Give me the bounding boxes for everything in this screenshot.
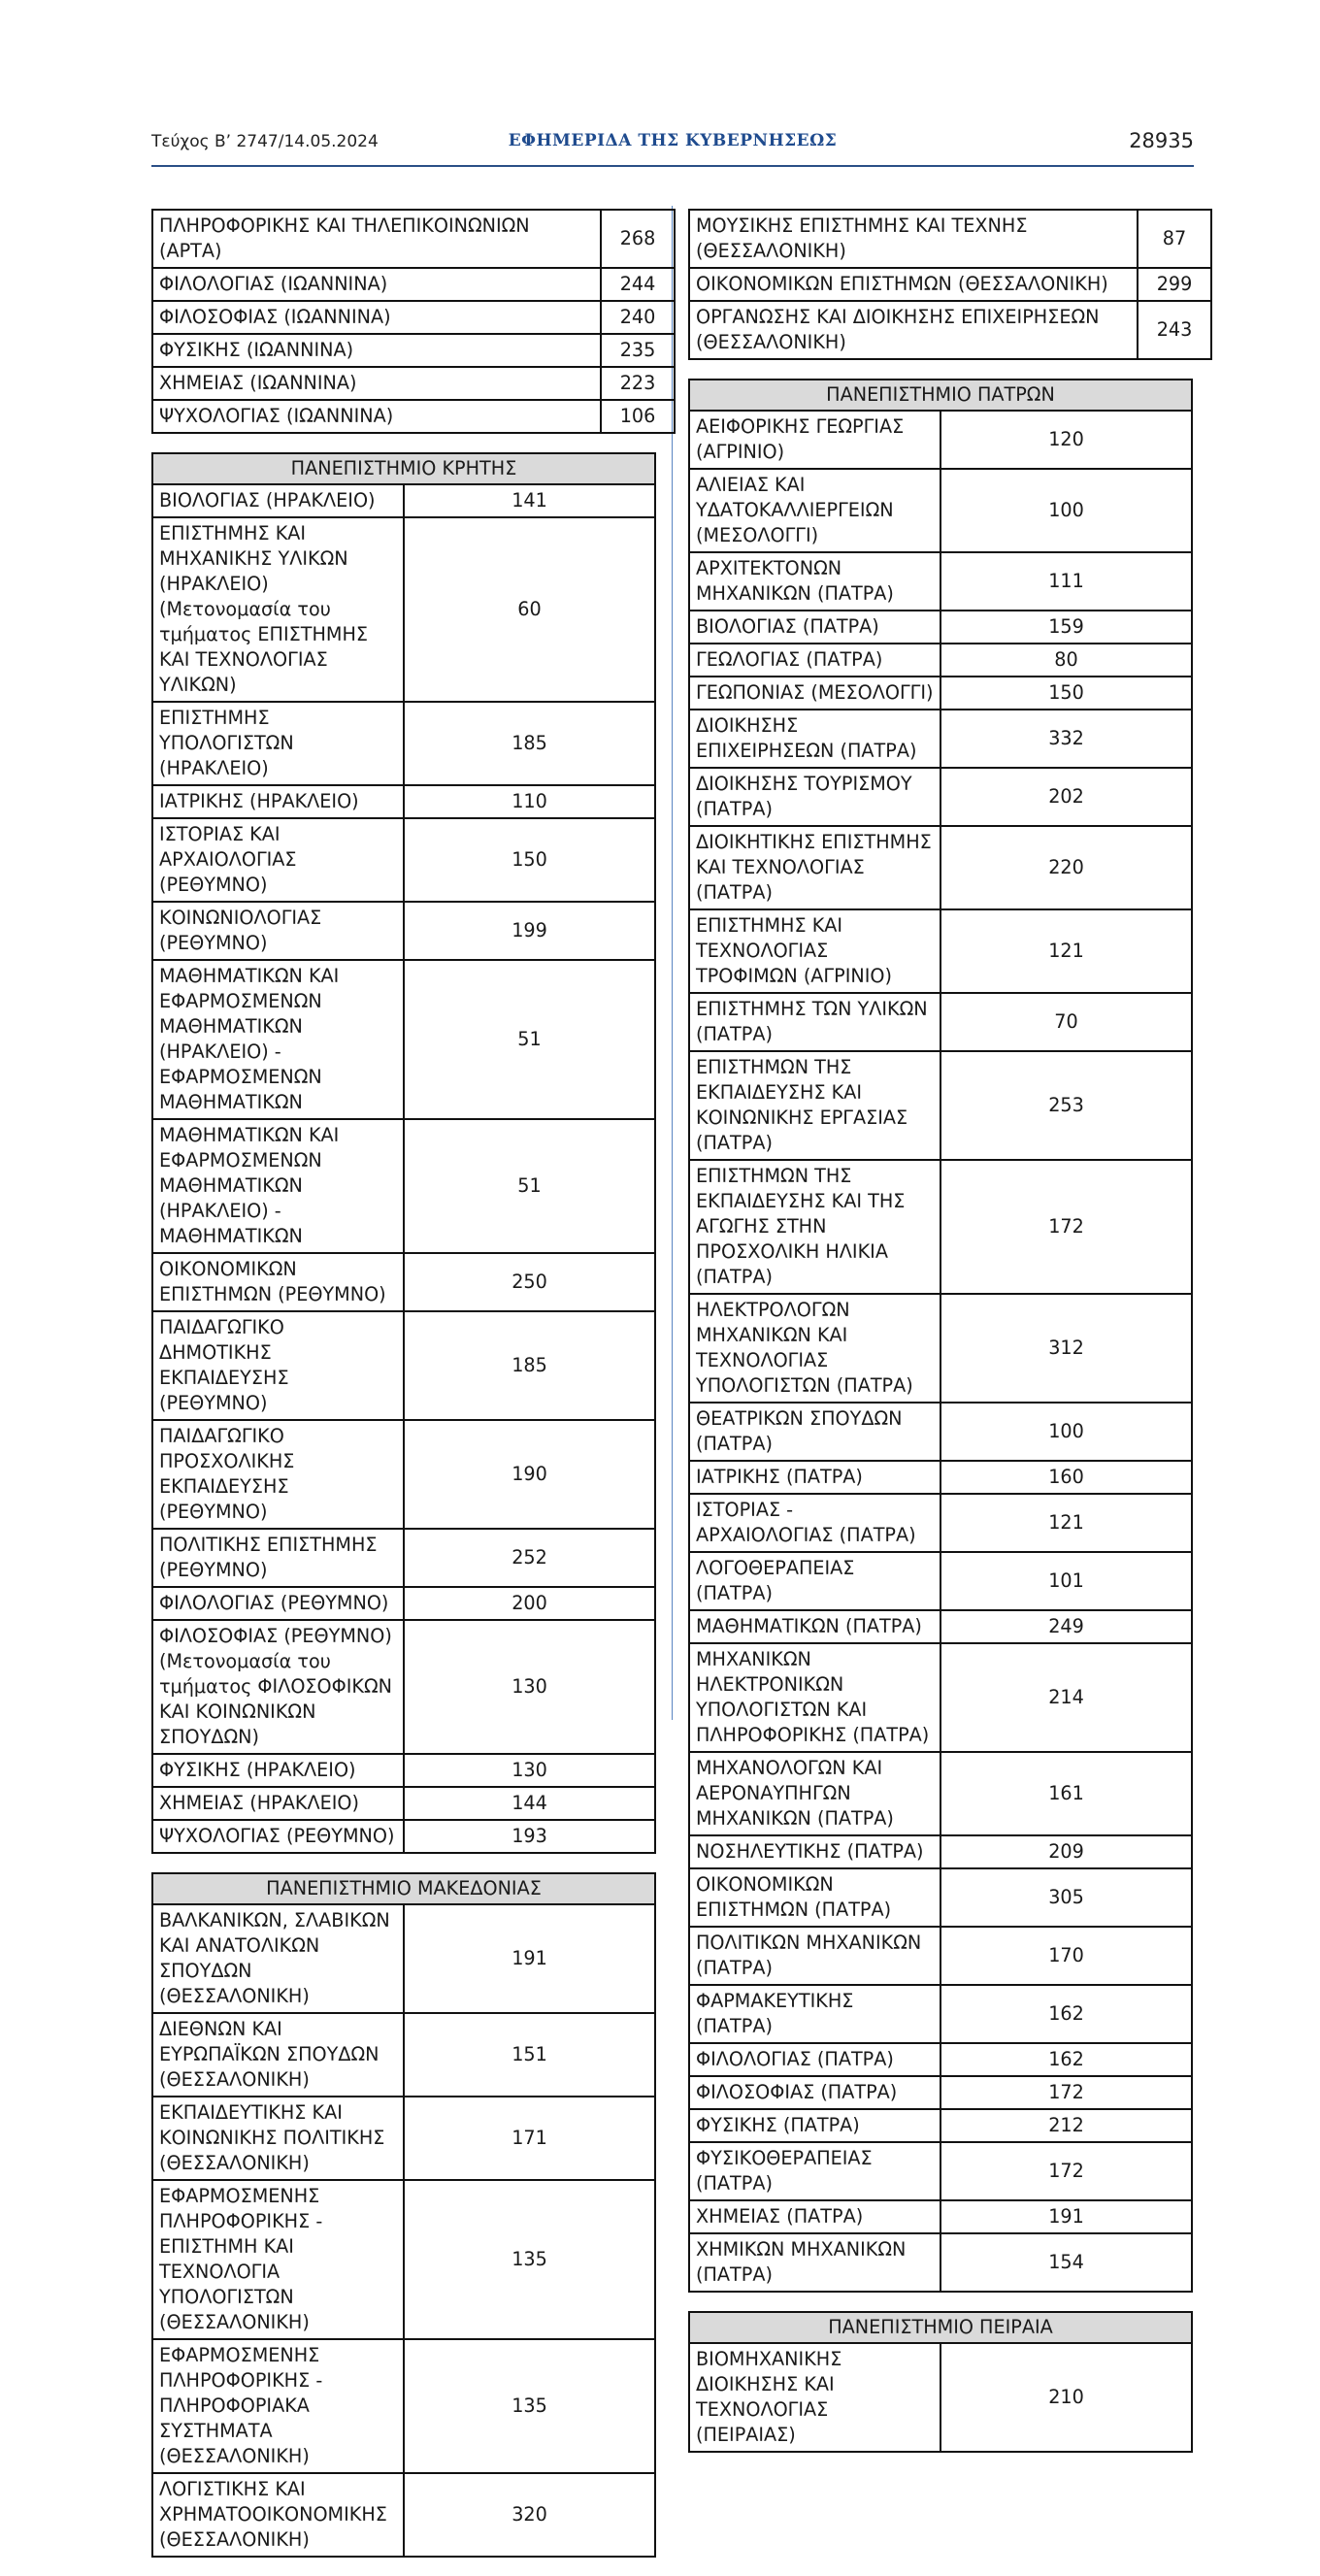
department-table — [151, 1872, 656, 2558]
department-value: 171 — [404, 2097, 655, 2180]
department-name: ΛΟΓΟΘΕΡΑΠΕΙΑΣ (ΠΑΤΡΑ) — [689, 1552, 940, 1610]
department-value: 250 — [404, 1253, 655, 1311]
left-column — [151, 209, 656, 2576]
table-row — [152, 2339, 655, 2473]
department-value: 244 — [601, 268, 675, 301]
table-row — [152, 1529, 655, 1587]
department-name: ΦΙΛΟΣΟΦΙΑΣ (ΙΩΑΝΝΙΝΑ) — [152, 301, 601, 334]
table-row — [689, 768, 1192, 826]
gazette-title: ΕΦΗΜΕΡΙΔΑ ΤΗΣ ΚΥΒΕΡΝΗΣΕΩΣ — [508, 131, 838, 150]
table-row — [689, 1835, 1192, 1868]
issue-label: Τεύχος Β’ 2747/14.05.2024 — [151, 132, 379, 151]
department-name: ΟΙΚΟΝΟΜΙΚΩΝ ΕΠΙΣΤΗΜΩΝ (ΡΕΘΥΜΝΟ) — [152, 1253, 404, 1311]
department-value: 101 — [940, 1552, 1192, 1610]
department-value: 60 — [404, 517, 655, 702]
table-row — [152, 1820, 655, 1853]
department-value: 100 — [940, 469, 1192, 552]
department-value: 185 — [404, 1311, 655, 1420]
department-value: 160 — [940, 1461, 1192, 1494]
department-name: ΕΠΙΣΤΗΜΗΣ ΚΑΙ ΤΕΧΝΟΛΟΓΙΑΣ ΤΡΟΦΙΜΩΝ (ΑΓΡΙΝΙΟ) — [689, 909, 940, 993]
department-value: 240 — [601, 301, 675, 334]
department-name: ΦΑΡΜΑΚΕΥΤΙΚΗΣ (ΠΑΤΡΑ) — [689, 1985, 940, 2043]
department-value: 111 — [940, 552, 1192, 611]
table-row — [152, 818, 655, 902]
department-name: ΒΙΟΛΟΓΙΑΣ (ΠΑΤΡΑ) — [689, 611, 940, 644]
table-row — [689, 268, 1211, 301]
department-name: ΔΙΟΙΚΗΤΙΚΗΣ ΕΠΙΣΤΗΜΗΣ ΚΑΙ ΤΕΧΝΟΛΟΓΙΑΣ (ΠΑΤΡΑ) — [689, 826, 940, 909]
department-name: ΠΟΛΙΤΙΚΩΝ ΜΗΧΑΝΙΚΩΝ (ΠΑΤΡΑ) — [689, 1927, 940, 1985]
department-name: ΦΥΣΙΚΗΣ (ΠΑΤΡΑ) — [689, 2109, 940, 2142]
department-value: 154 — [940, 2233, 1192, 2292]
table-row — [689, 1552, 1192, 1610]
department-value: 162 — [940, 1985, 1192, 2043]
department-value: 110 — [404, 785, 655, 818]
table-row — [152, 1754, 655, 1787]
department-name: ΑΕΙΦΟΡΙΚΗΣ ΓΕΩΡΓΙΑΣ (ΑΓΡΙΝΙΟ) — [689, 411, 940, 469]
department-name: ΜΟΥΣΙΚΗΣ ΕΠΙΣΤΗΜΗΣ ΚΑΙ ΤΕΧΝΗΣ (ΘΕΣΣΑΛΟΝΙΚΗ) — [689, 210, 1138, 268]
department-name: ΜΗΧΑΝΙΚΩΝ ΗΛΕΚΤΡΟΝΙΚΩΝ ΥΠΟΛΟΓΙΣΤΩΝ ΚΑΙ ΠΛΗΡΟΦΟΡΙΚΗΣ (ΠΑΤΡΑ) — [689, 1643, 940, 1752]
table-row — [152, 1587, 655, 1620]
department-value: 80 — [940, 644, 1192, 677]
department-name: ΠΟΛΙΤΙΚΗΣ ΕΠΙΣΤΗΜΗΣ (ΡΕΘΥΜΝΟ) — [152, 1529, 404, 1587]
department-value: 135 — [404, 2180, 655, 2339]
department-name: ΓΕΩΛΟΓΙΑΣ (ΠΑΤΡΑ) — [689, 644, 940, 677]
department-value: 305 — [940, 1868, 1192, 1927]
department-value: 268 — [601, 210, 675, 268]
department-value: 212 — [940, 2109, 1192, 2142]
table-row — [152, 400, 675, 433]
department-name: ΑΡΧΙΤΕΚΤΟΝΩΝ ΜΗΧΑΝΙΚΩΝ (ΠΑΤΡΑ) — [689, 552, 940, 611]
department-value: 235 — [601, 334, 675, 367]
department-value: 172 — [940, 2076, 1192, 2109]
department-name: ΕΠΙΣΤΗΜΗΣ ΥΠΟΛΟΓΙΣΤΩΝ (ΗΡΑΚΛΕΙΟ) — [152, 702, 404, 785]
department-value: 209 — [940, 1835, 1192, 1868]
department-value: 253 — [940, 1051, 1192, 1160]
page-number: 28935 — [1129, 129, 1194, 152]
department-table — [688, 2311, 1193, 2453]
department-value: 51 — [404, 960, 655, 1119]
table-row — [689, 210, 1211, 268]
university-header-row — [689, 380, 1192, 411]
department-name: ΗΛΕΚΤΡΟΛΟΓΩΝ ΜΗΧΑΝΙΚΩΝ ΚΑΙ ΤΕΧΝΟΛΟΓΙΑΣ ΥΠΟΛΟΓΙΣΤΩΝ (ΠΑΤΡΑ) — [689, 1294, 940, 1403]
department-name: ΒΑΛΚΑΝΙΚΩΝ, ΣΛΑΒΙΚΩΝ ΚΑΙ ΑΝΑΤΟΛΙΚΩΝ ΣΠΟΥΔΩΝ (ΘΕΣΣΑΛΟΝΙΚΗ) — [152, 1904, 404, 2013]
table-row — [152, 484, 655, 517]
department-value: 120 — [940, 411, 1192, 469]
department-value: 185 — [404, 702, 655, 785]
department-value: 172 — [940, 1160, 1192, 1294]
department-value: 150 — [940, 677, 1192, 710]
table-row — [689, 710, 1192, 768]
table-row — [152, 268, 675, 301]
department-value: 320 — [404, 2473, 655, 2557]
department-value: 190 — [404, 1420, 655, 1529]
table-row — [689, 552, 1192, 611]
department-value: 121 — [940, 1494, 1192, 1552]
table-row — [152, 2180, 655, 2339]
department-name: ΜΑΘΗΜΑΤΙΚΩΝ ΚΑΙ ΕΦΑΡΜΟΣΜΕΝΩΝ ΜΑΘΗΜΑΤΙΚΩΝ (ΗΡΑΚΛΕΙΟ) - ΕΦΑΡΜΟΣΜΕΝΩΝ ΜΑΘΗΜΑΤΙΚΩΝ — [152, 960, 404, 1119]
table-row — [689, 677, 1192, 710]
department-name: ΚΟΙΝΩΝΙΟΛΟΓΙΑΣ (ΡΕΘΥΜΝΟ) — [152, 902, 404, 960]
department-table — [688, 209, 1212, 360]
table-row — [152, 902, 655, 960]
department-name: ΔΙΟΙΚΗΣΗΣ ΤΟΥΡΙΣΜΟΥ (ΠΑΤΡΑ) — [689, 768, 940, 826]
department-name: ΓΕΩΠΟΝΙΑΣ (ΜΕΣΟΛΟΓΓΙ) — [689, 677, 940, 710]
university-header-row — [152, 1873, 655, 1904]
department-name: ΝΟΣΗΛΕΥΤΙΚΗΣ (ΠΑΤΡΑ) — [689, 1835, 940, 1868]
department-name: ΒΙΟΛΟΓΙΑΣ (ΗΡΑΚΛΕΙΟ) — [152, 484, 404, 517]
department-value: 200 — [404, 1587, 655, 1620]
table-row — [152, 334, 675, 367]
department-name: ΔΙΟΙΚΗΣΗΣ ΕΠΙΧΕΙΡΗΣΕΩΝ (ΠΑΤΡΑ) — [689, 710, 940, 768]
table-row — [689, 1985, 1192, 2043]
table-row — [152, 301, 675, 334]
department-value: 144 — [404, 1787, 655, 1820]
department-value: 106 — [601, 400, 675, 433]
department-name: ΜΑΘΗΜΑΤΙΚΩΝ (ΠΑΤΡΑ) — [689, 1610, 940, 1643]
department-name: ΘΕΑΤΡΙΚΩΝ ΣΠΟΥΔΩΝ (ΠΑΤΡΑ) — [689, 1403, 940, 1461]
table-row — [152, 1620, 655, 1754]
department-value: 332 — [940, 710, 1192, 768]
department-name: ΟΙΚΟΝΟΜΙΚΩΝ ΕΠΙΣΤΗΜΩΝ (ΘΕΣΣΑΛΟΝΙΚΗ) — [689, 268, 1138, 301]
department-name: ΜΗΧΑΝΟΛΟΓΩΝ ΚΑΙ ΑΕΡΟΝΑΥΠΗΓΩΝ ΜΗΧΑΝΙΚΩΝ (ΠΑΤΡΑ) — [689, 1752, 940, 1835]
university-header-row — [689, 2312, 1192, 2343]
table-row — [689, 2076, 1192, 2109]
department-value: 191 — [940, 2200, 1192, 2233]
table-row — [689, 993, 1192, 1051]
table-row — [152, 2013, 655, 2097]
table-row — [689, 826, 1192, 909]
table-row — [152, 367, 675, 400]
university-title: ΠΑΝΕΠΙΣΤΗΜΙΟ ΚΡΗΤΗΣ — [152, 453, 655, 484]
table-row — [689, 1051, 1192, 1160]
department-name: ΦΥΣΙΚΗΣ (ΗΡΑΚΛΕΙΟ) — [152, 1754, 404, 1787]
department-value: 214 — [940, 1643, 1192, 1752]
department-value: 202 — [940, 768, 1192, 826]
department-name: ΑΛΙΕΙΑΣ ΚΑΙ ΥΔΑΤΟΚΑΛΛΙΕΡΓΕΙΩΝ (ΜΕΣΟΛΟΓΓΙ) — [689, 469, 940, 552]
table-row — [689, 1461, 1192, 1494]
department-name: ΕΦΑΡΜΟΣΜΕΝΗΣ ΠΛΗΡΟΦΟΡΙΚΗΣ - ΠΛΗΡΟΦΟΡΙΑΚΑ ΣΥΣΤΗΜΑΤΑ (ΘΕΣΣΑΛΟΝΙΚΗ) — [152, 2339, 404, 2473]
table-row — [689, 2043, 1192, 2076]
table-row — [152, 210, 675, 268]
department-name: ΦΙΛΟΣΟΦΙΑΣ (ΡΕΘΥΜΝΟ) (Μετονομασία του τμήματος ΦΙΛΟΣΟΦΙΚΩΝ ΚΑΙ ΚΟΙΝΩΝΙΚΩΝ ΣΠΟΥΔΩΝ) — [152, 1620, 404, 1754]
department-value: 161 — [940, 1752, 1192, 1835]
department-value: 249 — [940, 1610, 1192, 1643]
table-row — [689, 1494, 1192, 1552]
department-name: ΟΡΓΑΝΩΣΗΣ ΚΑΙ ΔΙΟΙΚΗΣΗΣ ΕΠΙΧΕΙΡΗΣΕΩΝ (ΘΕΣΣΑΛΟΝΙΚΗ) — [689, 301, 1138, 359]
department-value: 220 — [940, 826, 1192, 909]
table-row — [152, 1420, 655, 1529]
table-row — [689, 1752, 1192, 1835]
department-value: 130 — [404, 1620, 655, 1754]
table-row — [152, 517, 655, 702]
department-name: ΛΟΓΙΣΤΙΚΗΣ ΚΑΙ ΧΡΗΜΑΤΟΟΙΚΟΝΟΜΙΚΗΣ (ΘΕΣΣΑΛΟΝΙΚΗ) — [152, 2473, 404, 2557]
table-row — [689, 2233, 1192, 2292]
department-name: ΦΙΛΟΛΟΓΙΑΣ (ΙΩΑΝΝΙΝΑ) — [152, 268, 601, 301]
table-row — [689, 1868, 1192, 1927]
table-row — [689, 1927, 1192, 1985]
department-table — [151, 452, 656, 1854]
table-row — [689, 469, 1192, 552]
department-name: ΙΣΤΟΡΙΑΣ - ΑΡΧΑΙΟΛΟΓΙΑΣ (ΠΑΤΡΑ) — [689, 1494, 940, 1552]
department-name: ΧΗΜΕΙΑΣ (ΗΡΑΚΛΕΙΟ) — [152, 1787, 404, 1820]
department-name: ΦΙΛΟΛΟΓΙΑΣ (ΠΑΤΡΑ) — [689, 2043, 940, 2076]
table-row — [689, 2142, 1192, 2200]
department-value: 121 — [940, 909, 1192, 993]
department-value: 87 — [1138, 210, 1211, 268]
table-row — [689, 301, 1211, 359]
page-header — [151, 126, 1194, 167]
department-value: 299 — [1138, 268, 1211, 301]
table-row — [689, 611, 1192, 644]
table-row — [689, 909, 1192, 993]
university-title: ΠΑΝΕΠΙΣΤΗΜΙΟ ΠΕΙΡΑΙΑ — [689, 2312, 1192, 2343]
department-table — [151, 209, 676, 434]
department-name: ΙΑΤΡΙΚΗΣ (ΠΑΤΡΑ) — [689, 1461, 940, 1494]
department-table — [688, 379, 1193, 2293]
department-name: ΕΚΠΑΙΔΕΥΤΙΚΗΣ ΚΑΙ ΚΟΙΝΩΝΙΚΗΣ ΠΟΛΙΤΙΚΗΣ (ΘΕΣΣΑΛΟΝΙΚΗ) — [152, 2097, 404, 2180]
department-name: ΠΑΙΔΑΓΩΓΙΚΟ ΔΗΜΟΤΙΚΗΣ ΕΚΠΑΙΔΕΥΣΗΣ (ΡΕΘΥΜΝΟ) — [152, 1311, 404, 1420]
department-name: ΧΗΜΙΚΩΝ ΜΗΧΑΝΙΚΩΝ (ΠΑΤΡΑ) — [689, 2233, 940, 2292]
department-value: 243 — [1138, 301, 1211, 359]
department-name: ΔΙΕΘΝΩΝ ΚΑΙ ΕΥΡΩΠΑΪΚΩΝ ΣΠΟΥΔΩΝ (ΘΕΣΣΑΛΟΝΙΚΗ) — [152, 2013, 404, 2097]
department-name: ΦΙΛΟΛΟΓΙΑΣ (ΡΕΘΥΜΝΟ) — [152, 1587, 404, 1620]
table-row — [152, 2473, 655, 2557]
table-row — [689, 411, 1192, 469]
department-value: 223 — [601, 367, 675, 400]
department-name: ΦΙΛΟΣΟΦΙΑΣ (ΠΑΤΡΑ) — [689, 2076, 940, 2109]
department-name: ΒΙΟΜΗΧΑΝΙΚΗΣ ΔΙΟΙΚΗΣΗΣ ΚΑΙ ΤΕΧΝΟΛΟΓΙΑΣ (ΠΕΙΡΑΙΑΣ) — [689, 2343, 940, 2452]
department-value: 172 — [940, 2142, 1192, 2200]
department-name: ΧΗΜΕΙΑΣ (ΙΩΑΝΝΙΝΑ) — [152, 367, 601, 400]
department-name: ΙΣΤΟΡΙΑΣ ΚΑΙ ΑΡΧΑΙΟΛΟΓΙΑΣ (ΡΕΘΥΜΝΟ) — [152, 818, 404, 902]
table-row — [689, 1643, 1192, 1752]
university-title: ΠΑΝΕΠΙΣΤΗΜΙΟ ΠΑΤΡΩΝ — [689, 380, 1192, 411]
table-row — [152, 2097, 655, 2180]
department-value: 193 — [404, 1820, 655, 1853]
department-name: ΨΥΧΟΛΟΓΙΑΣ (ΡΕΘΥΜΝΟ) — [152, 1820, 404, 1853]
department-value: 252 — [404, 1529, 655, 1587]
department-value: 51 — [404, 1119, 655, 1253]
department-name: ΕΠΙΣΤΗΜΩΝ ΤΗΣ ΕΚΠΑΙΔΕΥΣΗΣ ΚΑΙ ΤΗΣ ΑΓΩΓΗΣ ΣΤΗΝ ΠΡΟΣΧΟΛΙΚΗ ΗΛΙΚΙΑ (ΠΑΤΡΑ) — [689, 1160, 940, 1294]
department-name: ΠΛΗΡΟΦΟΡΙΚΗΣ ΚΑΙ ΤΗΛΕΠΙΚΟΙΝΩΝΙΩΝ (ΑΡΤΑ) — [152, 210, 601, 268]
department-value: 210 — [940, 2343, 1192, 2452]
table-row — [152, 1311, 655, 1420]
table-row — [152, 702, 655, 785]
department-value: 141 — [404, 484, 655, 517]
department-name: ΕΠΙΣΤΗΜΩΝ ΤΗΣ ΕΚΠΑΙΔΕΥΣΗΣ ΚΑΙ ΚΟΙΝΩΝΙΚΗΣ ΕΡΓΑΣΙΑΣ (ΠΑΤΡΑ) — [689, 1051, 940, 1160]
department-value: 70 — [940, 993, 1192, 1051]
department-value: 150 — [404, 818, 655, 902]
table-row — [689, 2200, 1192, 2233]
table-row — [689, 1160, 1192, 1294]
department-name: ΦΥΣΙΚΟΘΕΡΑΠΕΙΑΣ (ΠΑΤΡΑ) — [689, 2142, 940, 2200]
department-name: ΦΥΣΙΚΗΣ (ΙΩΑΝΝΙΝΑ) — [152, 334, 601, 367]
table-row — [152, 960, 655, 1119]
table-row — [152, 1119, 655, 1253]
department-name: ΧΗΜΕΙΑΣ (ΠΑΤΡΑ) — [689, 2200, 940, 2233]
table-row — [689, 644, 1192, 677]
right-column — [688, 209, 1193, 2471]
table-row — [152, 1787, 655, 1820]
department-value: 191 — [404, 1904, 655, 2013]
department-value: 130 — [404, 1754, 655, 1787]
table-row — [689, 2109, 1192, 2142]
department-value: 159 — [940, 611, 1192, 644]
department-name: ΕΠΙΣΤΗΜΗΣ ΤΩΝ ΥΛΙΚΩΝ (ΠΑΤΡΑ) — [689, 993, 940, 1051]
department-name: ΜΑΘΗΜΑΤΙΚΩΝ ΚΑΙ ΕΦΑΡΜΟΣΜΕΝΩΝ ΜΑΘΗΜΑΤΙΚΩΝ (ΗΡΑΚΛΕΙΟ) - ΜΑΘΗΜΑΤΙΚΩΝ — [152, 1119, 404, 1253]
department-name: ΕΠΙΣΤΗΜΗΣ ΚΑΙ ΜΗΧΑΝΙΚΗΣ ΥΛΙΚΩΝ (ΗΡΑΚΛΕΙΟ) (Μετονομασία του τμήματος ΕΠΙΣΤΗΜΗΣ ΚΑΙ ΤΕΧΝΟΛΟΓΙΑΣ ΥΛΙΚΩΝ) — [152, 517, 404, 702]
university-title: ΠΑΝΕΠΙΣΤΗΜΙΟ ΜΑΚΕΔΟΝΙΑΣ — [152, 1873, 655, 1904]
department-value: 100 — [940, 1403, 1192, 1461]
department-name: ΨΥΧΟΛΟΓΙΑΣ (ΙΩΑΝΝΙΝΑ) — [152, 400, 601, 433]
table-row — [689, 1294, 1192, 1403]
department-name: ΙΑΤΡΙΚΗΣ (ΗΡΑΚΛΕΙΟ) — [152, 785, 404, 818]
table-row — [689, 1610, 1192, 1643]
table-row — [689, 2343, 1192, 2452]
table-row — [152, 1904, 655, 2013]
department-name: ΠΑΙΔΑΓΩΓΙΚΟ ΠΡΟΣΧΟΛΙΚΗΣ ΕΚΠΑΙΔΕΥΣΗΣ (ΡΕΘΥΜΝΟ) — [152, 1420, 404, 1529]
department-name: ΟΙΚΟΝΟΜΙΚΩΝ ΕΠΙΣΤΗΜΩΝ (ΠΑΤΡΑ) — [689, 1868, 940, 1927]
table-row — [152, 1253, 655, 1311]
department-name: ΕΦΑΡΜΟΣΜΕΝΗΣ ΠΛΗΡΟΦΟΡΙΚΗΣ - ΕΠΙΣΤΗΜΗ ΚΑΙ ΤΕΧΝΟΛΟΓΙΑ ΥΠΟΛΟΓΙΣΤΩΝ (ΘΕΣΣΑΛΟΝΙΚΗ) — [152, 2180, 404, 2339]
department-value: 170 — [940, 1927, 1192, 1985]
university-header-row — [152, 453, 655, 484]
department-value: 312 — [940, 1294, 1192, 1403]
department-value: 151 — [404, 2013, 655, 2097]
table-row — [152, 785, 655, 818]
department-value: 135 — [404, 2339, 655, 2473]
table-row — [689, 1403, 1192, 1461]
department-value: 162 — [940, 2043, 1192, 2076]
department-value: 199 — [404, 902, 655, 960]
